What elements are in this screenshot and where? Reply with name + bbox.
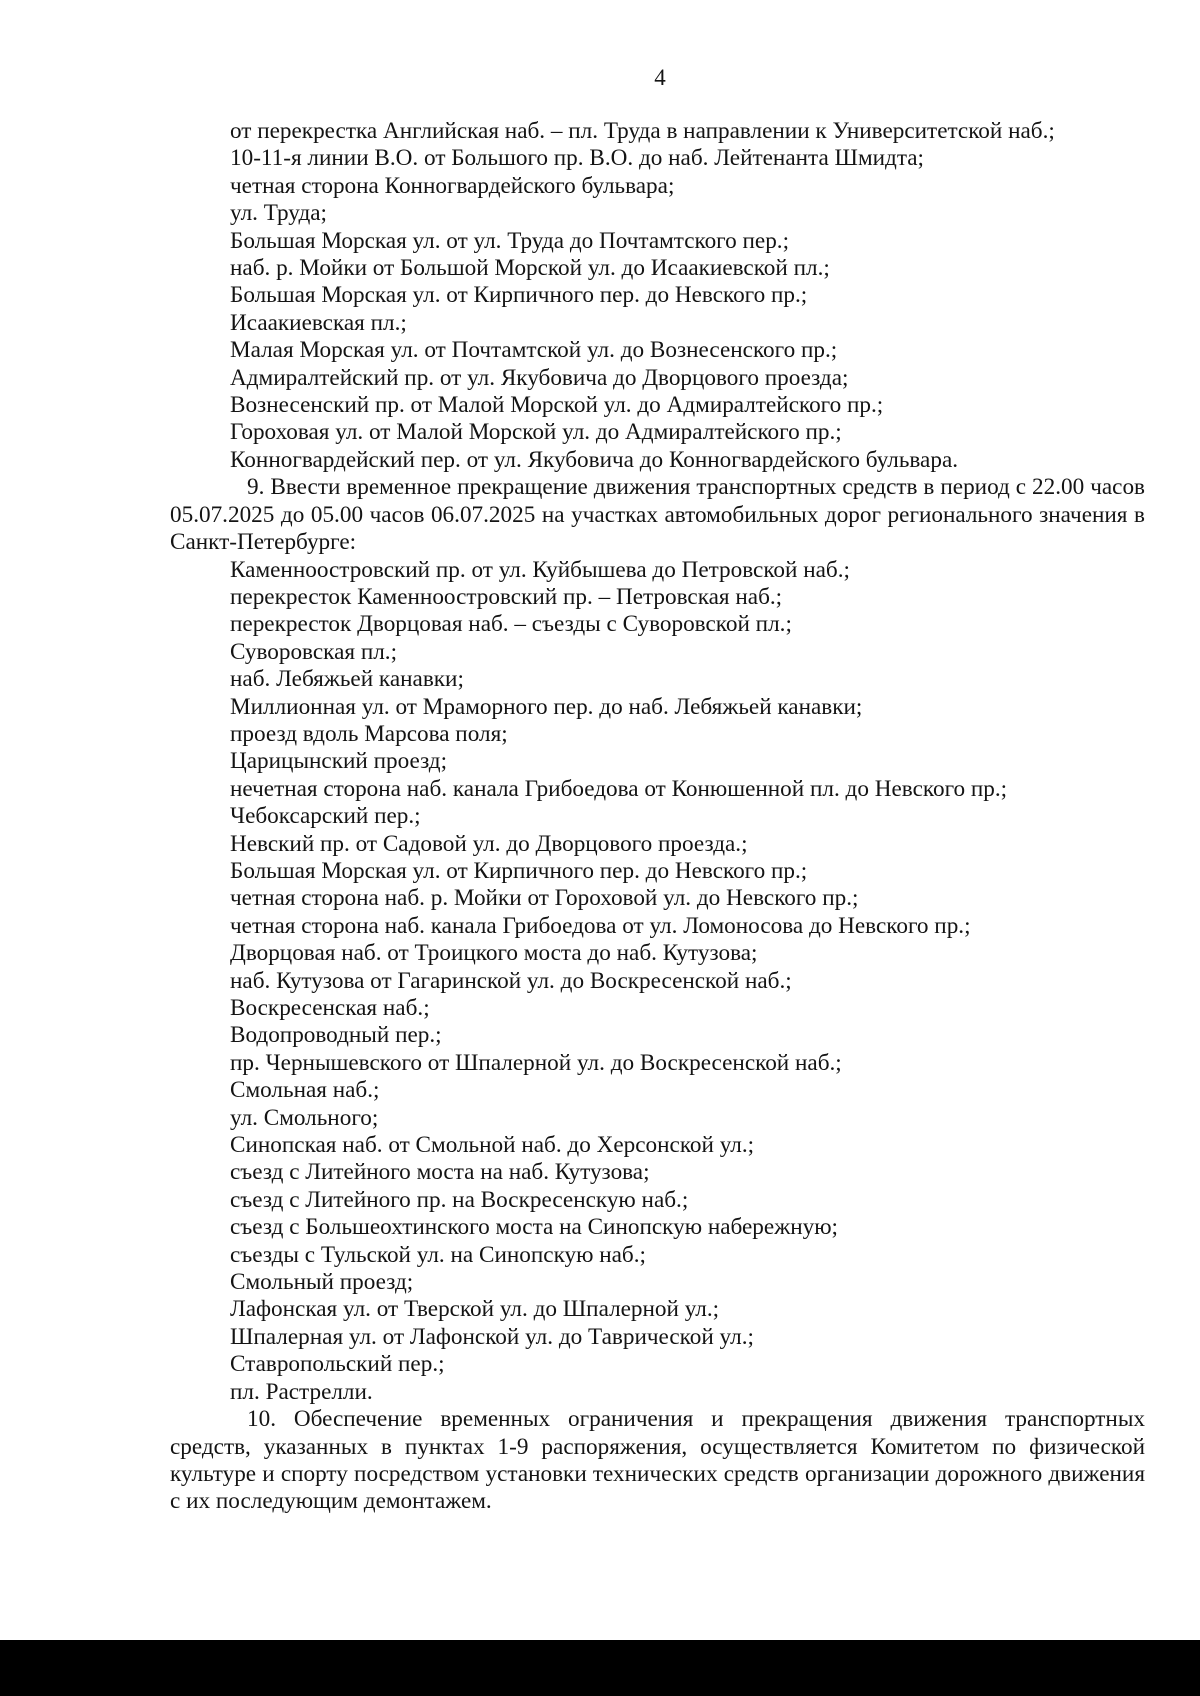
street-list-item: Невский пр. от Садовой ул. до Дворцового проезда.;	[230, 830, 748, 857]
street-list-item: Воскресенская наб.;	[230, 995, 430, 1021]
scan-border-bar	[0, 1640, 1200, 1696]
street-list-item: Большая Морская ул. от Кирпичного пер. до Невского пр.;	[230, 282, 808, 309]
page-number: 4	[654, 65, 666, 90]
street-list-item: съезд с Литейного пр. на Воскресенскую наб.;	[230, 1186, 689, 1213]
street-list-item: Большая Морская ул. от ул. Труда до Почтамтского пер.;	[230, 227, 790, 254]
street-list-item: ул. Смольного;	[230, 1104, 379, 1131]
street-list-item: пл. Растрелли.	[230, 1378, 373, 1405]
street-list-item: ул. Труда;	[230, 200, 327, 227]
street-list-item: Малая Морская ул. от Почтамтской ул. до Вознесенского пр.;	[230, 337, 838, 364]
street-list-item: четная сторона Конногвардейского бульвара;	[230, 172, 675, 199]
street-list-item: Дворцовая наб. от Троицкого моста до наб. Кутузова;	[230, 940, 758, 967]
street-list-item: съезд с Большеохтинского моста на Синопскую набережную;	[230, 1214, 838, 1241]
street-list-item: нечетная сторона наб. канала Грибоедова от Конюшенной пл. до Невского пр.;	[230, 775, 1008, 802]
street-list-item: Чебоксарский пер.;	[230, 803, 421, 830]
street-list-item: Смольный проезд;	[230, 1269, 414, 1296]
street-list-item: Вознесенский пр. от Малой Морской ул. до Адмиралтейского пр.;	[230, 392, 884, 419]
street-list-item: Гороховая ул. от Малой Морской ул. до Адмиралтейского пр.;	[230, 419, 842, 446]
document-body	[170, 118, 1145, 1516]
street-list-item: съезд с Литейного моста на наб. Кутузова;	[230, 1159, 650, 1186]
street-list-item: 10-11-я линии В.О. от Большого пр. В.О. до наб. Лейтенанта Шмидта;	[230, 145, 924, 172]
street-list-item: проезд вдоль Марсова поля;	[230, 720, 508, 747]
street-list-item: наб. Кутузова от Гагаринской ул. до Воскресенской наб.;	[230, 967, 792, 994]
street-list-item: пр. Чернышевского от Шпалерной ул. до Воскресенской наб.;	[230, 1049, 842, 1076]
street-list-item: съезды с Тульской ул. на Синопскую наб.;	[230, 1241, 646, 1268]
street-list-item: перекресток Дворцовая наб. – съезды с Суворовской пл.;	[230, 611, 792, 638]
street-list-item: Лафонская ул. от Тверской ул. до Шпалерной ул.;	[230, 1296, 720, 1323]
street-list-item: Ставропольский пер.;	[230, 1351, 445, 1378]
street-list-item: Шпалерная ул. от Лафонской ул. до Таврической ул.;	[230, 1323, 754, 1350]
street-list-item: Царицынский проезд;	[230, 748, 448, 775]
street-list-item: Конногвардейский пер. от ул. Якубовича до Конногвардейского бульвара.	[230, 446, 959, 473]
street-list-item: четная сторона наб. канала Грибоедова от ул. Ломоносова до Невского пр.;	[230, 912, 971, 939]
street-list-item: наб. Лебяжьей канавки;	[230, 666, 464, 693]
street-list-item: перекресток Каменноостровский пр. – Петровская наб.;	[230, 583, 783, 610]
street-list-item: Смольная наб.;	[230, 1077, 380, 1104]
street-list-item: Суворовская пл.;	[230, 638, 398, 665]
paragraph-9: 9. Ввести временное прекращение движения транспортных средств в период с 22.00 часов 05.07.2025 до 05.00 часов 06.07.2025 на участках автомобильных дорог регионального значения в Санкт-Петербурге:	[170, 474, 1145, 556]
paragraph-10: 10. Обеспечение временных ограничения и прекращения движения транспортных средств, указанных в пунктах 1-9 распоряжения, осуществляется Комитетом по физической культуре и спорту посредством установки технических средств организации дорожного движения с их последующим демонтажем.	[170, 1406, 1145, 1515]
street-list-item: четная сторона наб. р. Мойки от Гороховой ул. до Невского пр.;	[230, 885, 859, 912]
street-list-item: Синопская наб. от Смольной наб. до Херсонской ул.;	[230, 1132, 755, 1159]
street-list-2	[170, 557, 1145, 1407]
street-list-item: Миллионная ул. от Мраморного пер. до наб. Лебяжьей канавки;	[230, 693, 863, 720]
street-list-item: наб. р. Мойки от Большой Морской ул. до Исаакиевской пл.;	[230, 255, 830, 282]
street-list-item: Водопроводный пер.;	[230, 1022, 442, 1049]
street-list-item: Исаакиевская пл.;	[230, 309, 407, 336]
street-list-item: Адмиралтейский пр. от ул. Якубовича до Дворцового проезда;	[230, 364, 849, 391]
street-list-1	[170, 118, 1145, 474]
street-list-item: Каменноостровский пр. от ул. Куйбышева до Петровской наб.;	[230, 556, 850, 583]
street-list-item: от перекрестка Английская наб. – пл. Труда в направлении к Университетской наб.;	[230, 118, 1055, 144]
street-list-item: Большая Морская ул. от Кирпичного пер. до Невского пр.;	[230, 857, 808, 884]
